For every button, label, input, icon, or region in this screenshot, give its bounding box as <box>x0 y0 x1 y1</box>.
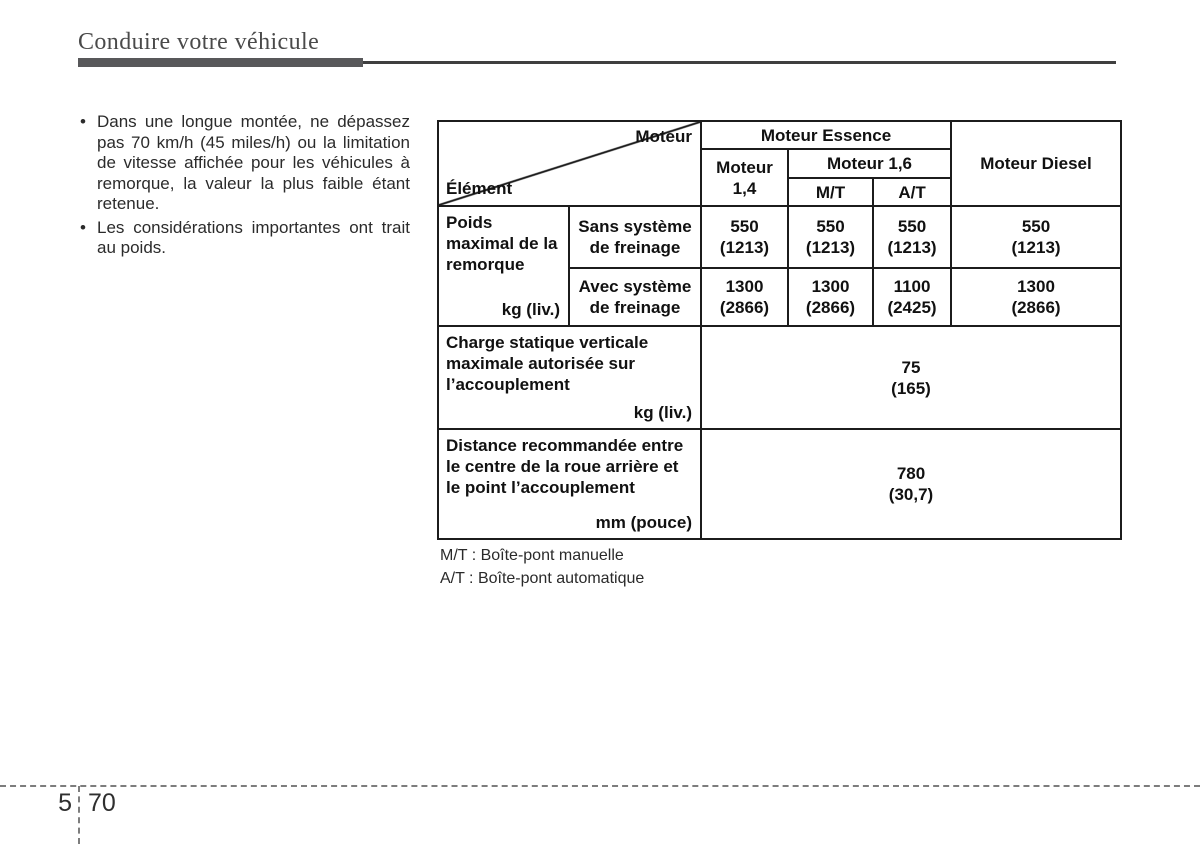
value-cell: 1300 (2866) <box>951 268 1121 326</box>
value-cell: 75 (165) <box>701 326 1121 429</box>
value-cell: 550 (1213) <box>873 206 951 268</box>
sub-label-avec-freinage: Avec système de freinage <box>569 268 701 326</box>
title-underline-thick <box>78 58 363 67</box>
footnote-at: A/T : Boîte-pont automatique <box>440 570 645 587</box>
page-number: 70 <box>88 789 116 817</box>
value-cell: 1300 (2866) <box>788 268 873 326</box>
bullet-text: Dans une longue montée, ne dépassez pas 70 km/h (45 miles/h) ou la limitation de vitesse affichée pour les véhicules à remorque, la valeur la plus faible étant retenue. <box>97 112 410 213</box>
value-cell: 550 (1213) <box>701 206 788 268</box>
sub-label-sans-freinage: Sans système de freinage <box>569 206 701 268</box>
header-at: A/T <box>873 178 951 206</box>
value-cell: 1100 (2425) <box>873 268 951 326</box>
row-label-distance <box>438 429 701 539</box>
header-mt: M/T <box>788 178 873 206</box>
title-underline-thin <box>363 61 1116 64</box>
bullet-list <box>80 112 410 262</box>
row-label-text: Distance recommandée entre le centre de la roue arrière et le point l’accouplement <box>446 436 684 497</box>
bullet-icon: • <box>80 217 86 237</box>
corner-engine-label: Moteur <box>635 127 692 146</box>
corner-cell <box>438 121 701 206</box>
row-label-charge-statique <box>438 326 701 429</box>
page-title: Conduire votre véhicule <box>78 29 320 55</box>
row-label-text: Poids maximal de la remorque <box>446 213 558 274</box>
row-unit: kg (liv.) <box>633 403 692 422</box>
towing-spec-table <box>437 120 1122 540</box>
header-moteur-diesel: Moteur Diesel <box>951 121 1121 206</box>
header-moteur-essence: Moteur Essence <box>701 121 951 149</box>
value-cell: 1300 (2866) <box>701 268 788 326</box>
value-cell: 780 (30,7) <box>701 429 1121 539</box>
bullet-text: Les considérations importantes ont trait au poids. <box>97 217 410 257</box>
row-label-text: Charge statique verticale maximale autorisée sur l’accouplement <box>446 333 649 394</box>
row-unit: kg (liv.) <box>501 300 560 319</box>
bullet-icon: • <box>80 112 86 131</box>
header-moteur-16: Moteur 1,6 <box>788 149 951 178</box>
row-unit: mm (pouce) <box>595 513 692 532</box>
list-item <box>80 218 410 259</box>
row-label-poids <box>438 206 569 326</box>
corner-element-label: Élément <box>446 179 513 198</box>
value-cell: 550 (1213) <box>951 206 1121 268</box>
footer-dashed-rule <box>0 785 1200 787</box>
value-cell: 550 (1213) <box>788 206 873 268</box>
footnote-mt: M/T : Boîte-pont manuelle <box>440 547 624 564</box>
header-moteur-14: Moteur 1,4 <box>701 149 788 206</box>
table-footnotes <box>440 544 644 590</box>
list-item <box>80 112 410 215</box>
page-number-section: 5 <box>58 789 72 817</box>
footer-dashed-divider <box>78 786 80 844</box>
